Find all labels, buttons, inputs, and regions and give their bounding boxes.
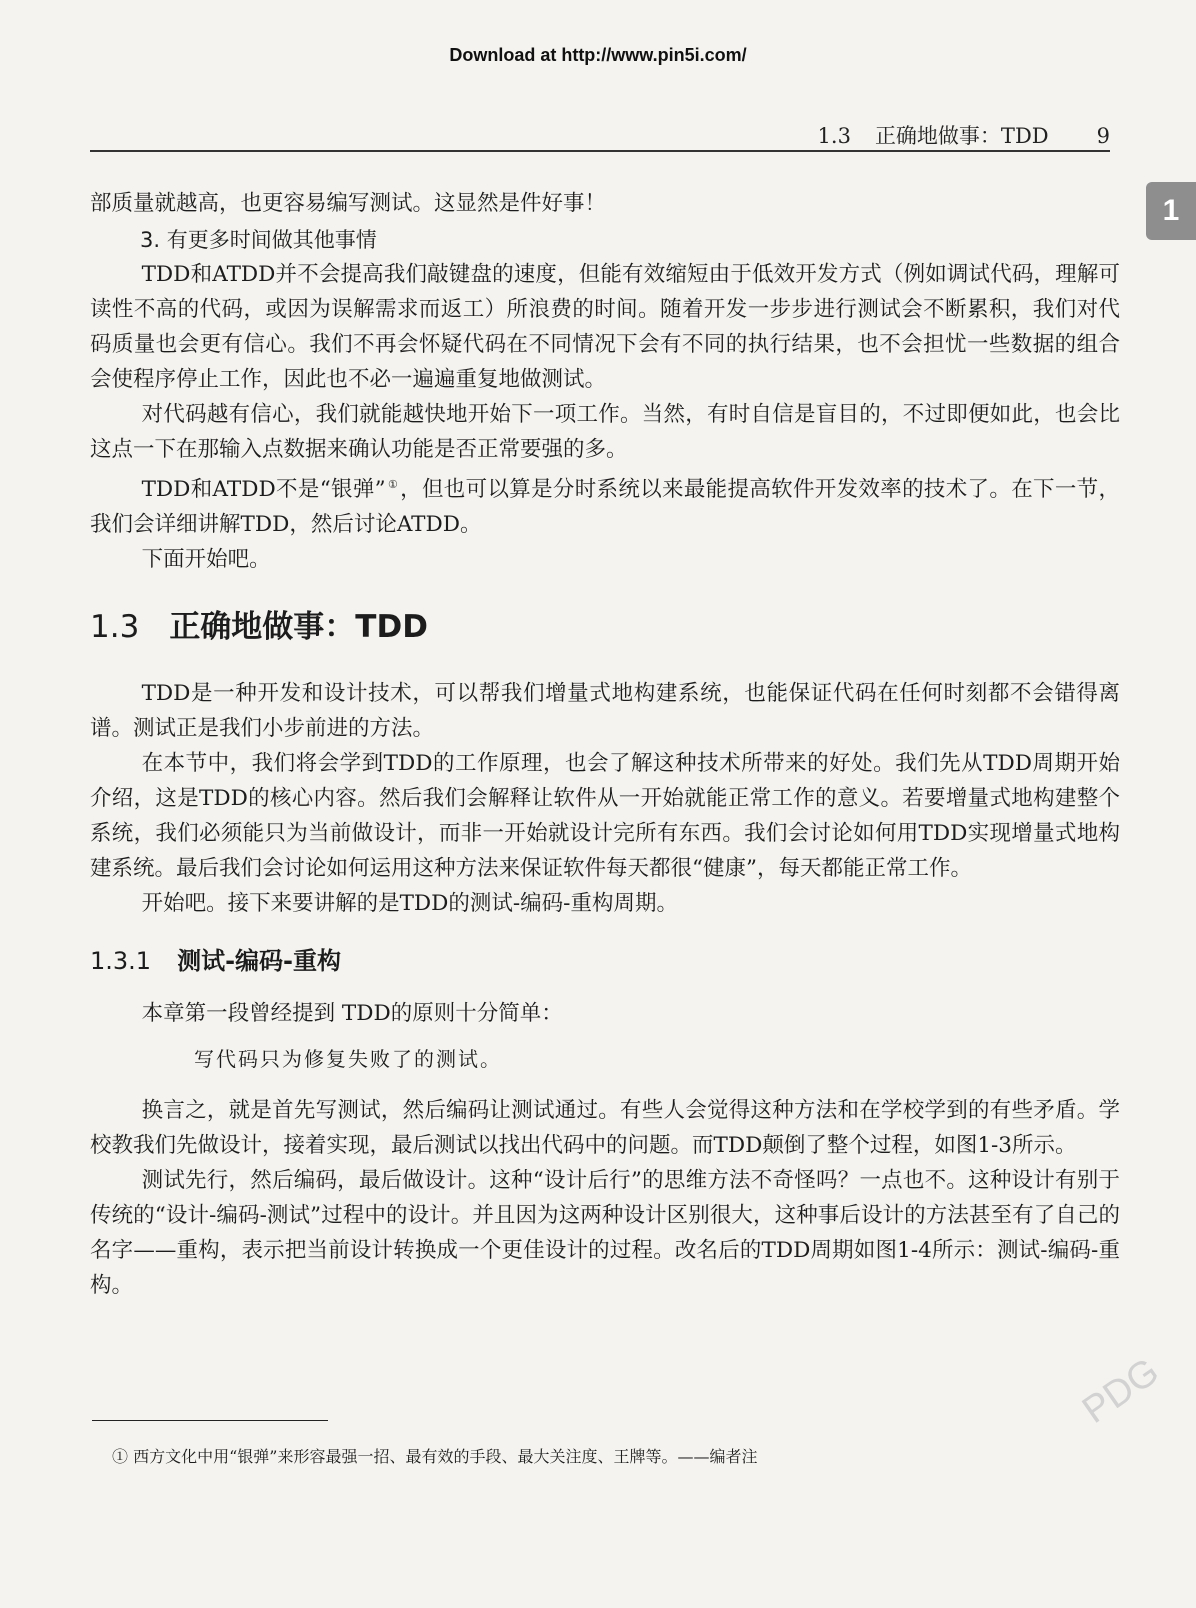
principle-quote: 写代码只为修复失败了的测试。 bbox=[194, 1047, 502, 1072]
paragraph-text: TDD和ATDD不是“银弹” bbox=[141, 477, 386, 503]
paragraph: 开始吧。接下来要讲解的是TDD的测试-编码-重构周期。 bbox=[141, 891, 678, 917]
watermark: PDG bbox=[1075, 1350, 1167, 1432]
running-header-title: 正确地做事：TDD bbox=[874, 124, 1049, 148]
paragraph: 本章第一段曾经提到 TDD的原则十分简单： bbox=[141, 1001, 563, 1027]
paragraph: TDD和ATDD并不会提高我们敲键盘的速度，但能有效缩短由于低效开发方式（例如调试代码，理解可读性不高的代码，或因为误解需求而返工）所浪费的时间。随着开发一步步进行测试会不断累积，我们对代码质量也会更有信心。我们不再会怀疑代码在不同情况下会有不同的执行结果，也不会担忧一些数据的组合会使程序停止工作，因此也不必一遍遍重复地做测试。 bbox=[90, 262, 1120, 392]
subsection-heading bbox=[90, 941, 1120, 976]
subsection-heading: 3. 有更多时间做其他事情 bbox=[140, 228, 377, 252]
paragraph bbox=[90, 467, 1120, 542]
paragraph: 换言之，就是首先写测试，然后编码让测试通过。有些人会觉得这种方法和在学校学到的有些矛盾。学校教我们先做设计，接着实现，最后测试以找出代码中的问题。而TDD颠倒了整个过程，如图1-3所示。 bbox=[90, 1098, 1120, 1159]
paragraph: 测试先行，然后编码，最后做设计。这种“设计后行”的思维方法不奇怪吗？一点也不。这种设计有别于传统的“设计-编码-测试”过程中的设计。并且因为这两种设计区别很大，这种事后设计的方法甚至有了自己的名字——重构，表示把当前设计转换成一个更佳设计的过程。改名后的TDD周期如图1-4所示：测试-编码-重构。 bbox=[90, 1168, 1120, 1299]
paragraph: 部质量就越高，也更容易编写测试。这显然是件好事！ bbox=[90, 191, 607, 216]
paragraph: 在本节中，我们将会学到TDD的工作原理，也会了解这种技术所带来的好处。我们先从TDD周期开始介绍，这是TDD的核心内容。然后我们会解释让软件从一开始就能正常工作的意义。若要增量式地构建整个系统，我们必须能只为当前做设计，而非一开始就设计完所有东西。我们会讨论如何用TDD实现增量式地构建系统。最后我们会讨论如何运用这种方法来保证软件每天都很“健康”，每天都能正常工作。 bbox=[90, 751, 1120, 882]
running-header bbox=[90, 120, 1110, 150]
footnote: ① 西方文化中用“银弹”来形容最强一招、最有效的手段、最大关注度、王牌等。——编者注 bbox=[112, 1447, 758, 1466]
paragraph-text: ，但也可以算是分时系统以来最能提高软件开发效率的技术了。在下一节，我们会详细讲解TDD，然后讨论ATDD。 bbox=[90, 477, 1120, 538]
section-number: 1.3 bbox=[90, 609, 140, 646]
chapter-tab: 1 bbox=[1146, 182, 1196, 240]
paragraph: 下面开始吧。 bbox=[141, 547, 271, 573]
paragraph: TDD是一种开发和设计技术，可以帮我们增量式地构建系统，也能保证代码在任何时刻都不会错得离谱。测试正是我们小步前进的方法。 bbox=[90, 681, 1120, 742]
section-heading bbox=[90, 601, 1120, 646]
footnote-rule bbox=[92, 1420, 328, 1421]
header-rule bbox=[90, 150, 1110, 152]
paragraph: 对代码越有信心，我们就能越快地开始下一项工作。当然，有时自信是盲目的，不过即便如此，也会比这点一下在那输入点数据来确认功能是否正常要强的多。 bbox=[90, 402, 1120, 462]
page-number: 9 bbox=[1096, 124, 1110, 148]
footnote-marker[interactable]: ① bbox=[387, 478, 399, 491]
running-header-section: 1.3 bbox=[817, 124, 851, 148]
subsection-title: 测试-编码-重构 bbox=[177, 947, 341, 976]
page-body bbox=[90, 186, 1120, 1303]
download-banner: Download at http://www.pin5i.com/ bbox=[449, 45, 747, 65]
subsection-number: 1.3.1 bbox=[90, 947, 152, 976]
section-title: 正确地做事：TDD bbox=[169, 609, 428, 646]
